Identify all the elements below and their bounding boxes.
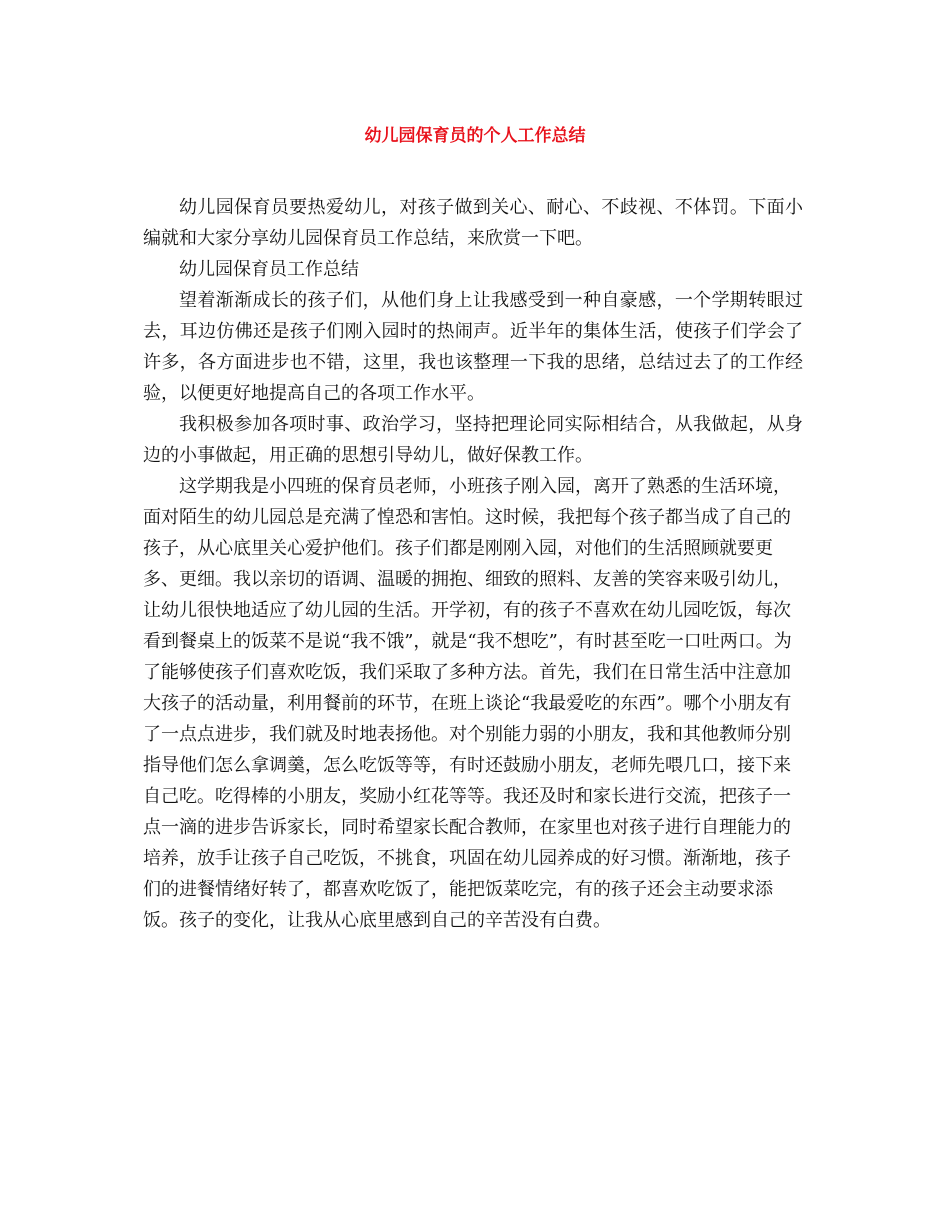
paragraph-reflection: 望着渐渐成长的孩子们，从他们身上让我感受到一种自豪感，一个学期转眼过去，耳边仿佛还是孩子们刚入园时的热闹声。近半年的集体生活，使孩子们学会了许多，各方面进步也不错，这里，我也该整理一下我的思绪，总结过去了的工作经验，以便更好地提高自己的各项工作水平。 [143, 290, 803, 404]
document-body [143, 192, 803, 936]
document-title: 幼儿园保育员的个人工作总结 [364, 126, 586, 146]
paragraph-class-work: 这学期我是小四班的保育员老师，小班孩子刚入园，离开了熟悉的生活环境，面对陌生的幼儿园总是充满了惶恐和害怕。这时候，我把每个孩子都当成了自己的孩子，从心底里关心爱护他们。孩子们都是刚刚入园，对他们的生活照顾就要更多、更细。我以亲切的语调、温暖的拥抱、细致的照料、友善的笑容来吸引幼儿，让幼儿很快地适应了幼儿园的生活。开学初，有的孩子不喜欢在幼儿园吃饭，每次看到餐桌上的饭菜不是说“我不饿”，就是“我不想吃”，有时甚至吃一口吐两口。为了能够使孩子们喜欢吃饭，我们采取了多种方法。首先，我们在日常生活中注意加大孩子的活动量，利用餐前的环节，在班上谈论“我最爱吃的东西”。哪个小朋友有了一点点进步，我们就及时地表扬他。对个别能力弱的小朋友，我和其他教师分别指导他们怎么拿调羹，怎么吃饭等等，有时还鼓励小朋友，老师先喂几口，接下来自己吃。吃得棒的小朋友，奖励小红花等等。我还及时和家长进行交流，把孩子一点一滴的进步告诉家长，同时希望家长配合教师，在家里也对孩子进行自理能力的培养，放手让孩子自己吃饭，不挑食，巩固在幼儿园养成的好习惯。渐渐地，孩子们的进餐情绪好转了，都喜欢吃饭了，能把饭菜吃完，有的孩子还会主动要求添饭。孩子的变化，让我从心底里感到自己的辛苦没有白费。 [143, 476, 792, 931]
paragraph-intro: 幼儿园保育员要热爱幼儿，对孩子做到关心、耐心、不歧视、不体罚。下面小编就和大家分享幼儿园保育员工作总结，来欣赏一下吧。 [143, 197, 803, 249]
paragraph-subheading: 幼儿园保育员工作总结 [179, 259, 359, 280]
paragraph-study: 我积极参加各项时事、政治学习，坚持把理论同实际相结合，从我做起，从身边的小事做起，用正确的思想引导幼儿，做好保教工作。 [143, 414, 803, 466]
